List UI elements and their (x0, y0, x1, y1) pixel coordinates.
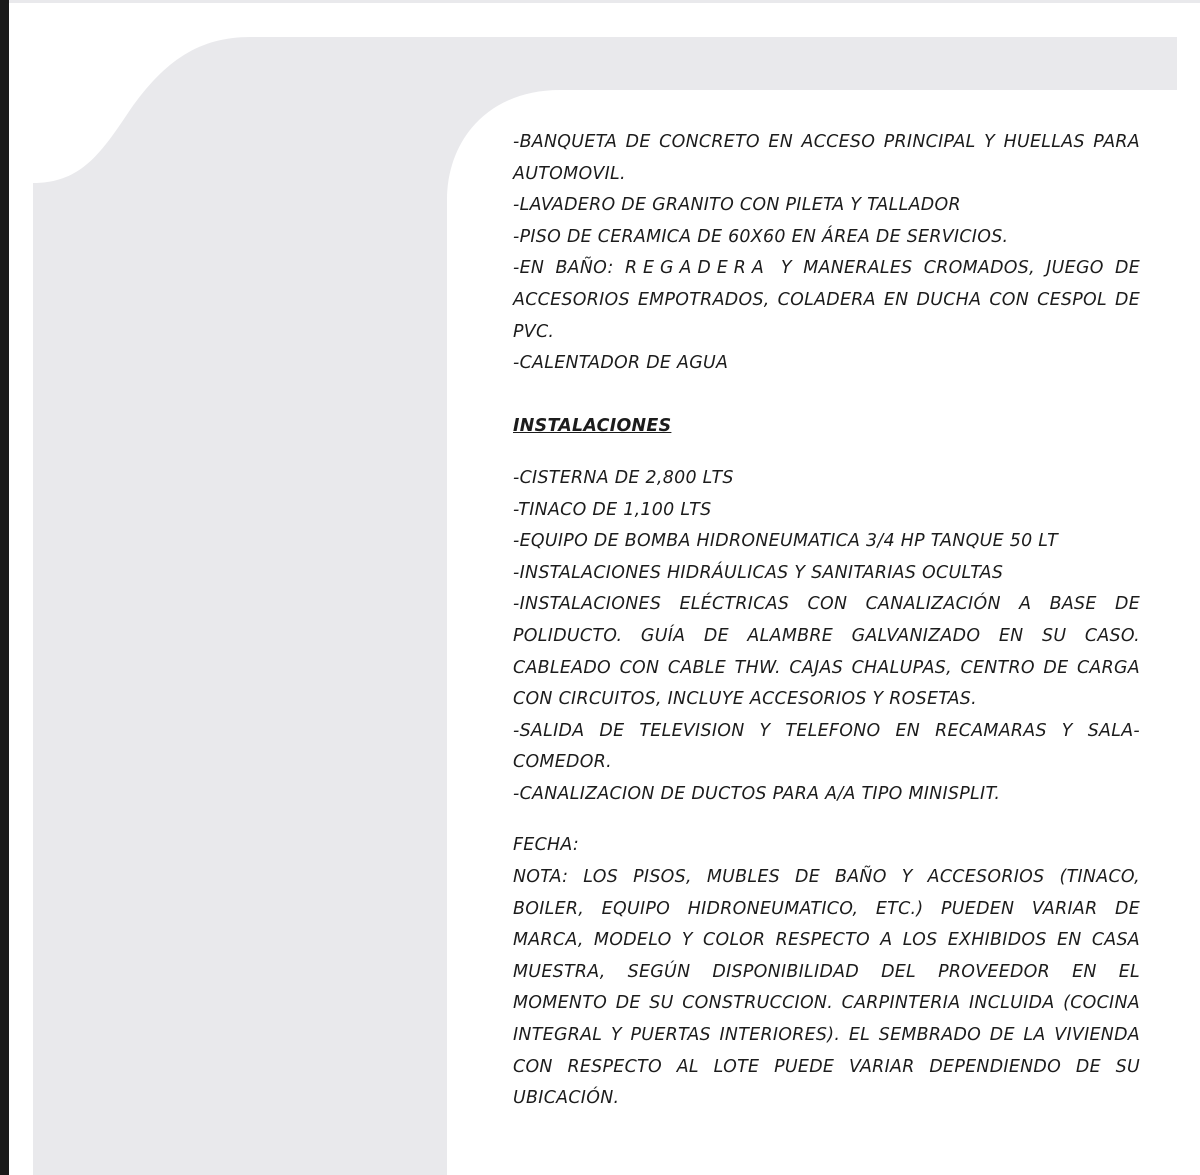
nota-paragraph: NOTA: LOS PISOS, MUBLES DE BAÑO Y ACCESORIOS (TINACO, BOILER, EQUIPO HIDRONEUMATICO, ETC.) PUEDEN VARIAR DE MARCA, MODELO Y COLOR RESPECTO A LOS EXHIBIDOS EN CASA MUESTRA, SEGÚN DISPONIBILIDAD DEL PROVEEDOR EN EL MOMENTO DE SU CONSTRUCCION. CARPINTERIA INCLUIDA (COCINA INTEGRAL Y PUERTAS INTERIORES). EL SEMBRADO DE LA VIVIENDA CON RESPECTO AL LOTE PUEDE VARIAR DEPENDIENDO DE SU UBICACIÓN. (513, 867, 1140, 1109)
item-canalizacion: -CANALIZACION DE DUCTOS PARA A/A TIPO MINISPLIT. (513, 783, 1001, 804)
item-tinaco: -TINACO DE 1,100 LTS (513, 499, 712, 520)
spacer (513, 380, 1140, 412)
item-salida: -SALIDA DE TELEVISION Y TELEFONO EN RECAMARAS Y SALA-COMEDOR. (513, 720, 1140, 773)
item-cisterna: -CISTERNA DE 2,800 LTS (513, 467, 734, 488)
spacer (513, 443, 1140, 463)
spacer (513, 810, 1140, 830)
item-lavadero: -LAVADERO DE GRANITO CON PILETA Y TALLADOR (513, 195, 961, 216)
item-bano-rest: Y MANERALES CROMADOS, JUEGO DE ACCESORIOS EMPOTRADOS, COLADERA EN DUCHA CON CESPOL DE PVC. (513, 258, 1140, 342)
item-bano-word: REGADERA (624, 258, 770, 279)
item-piso: -PISO DE CERAMICA DE 60X60 EN ÁREA DE SERVICIOS. (513, 226, 1009, 247)
document-text-block (513, 127, 1140, 1115)
fecha-label: FECHA: (513, 835, 580, 856)
section-heading-instalaciones: INSTALACIONES (513, 416, 672, 437)
item-bano-prefix: -EN BAÑO: (513, 258, 625, 279)
item-banqueta: -BANQUETA DE CONCRETO EN ACCESO PRINCIPAL Y HUELLAS PARA AUTOMOVIL. (513, 132, 1140, 184)
item-hidraulicas: -INSTALACIONES HIDRÁULICAS Y SANITARIAS OCULTAS (513, 562, 1004, 583)
item-bomba: -EQUIPO DE BOMBA HIDRONEUMATICA 3/4 HP TANQUE 50 LT (513, 531, 1059, 552)
item-bano (513, 253, 1140, 348)
item-calentador: -CALENTADOR DE AGUA (513, 353, 729, 374)
item-electricas: -INSTALACIONES ELÉCTRICAS CON CANALIZACIÓN A BASE DE POLIDUCTO. GUÍA DE ALAMBRE GALVANIZADO EN SU CASO. CABLEADO CON CABLE THW. CAJAS CHALUPAS, CENTRO DE CARGA CON CIRCUITOS, INCLUYE ACCESORIOS Y ROSETAS. (513, 594, 1140, 710)
